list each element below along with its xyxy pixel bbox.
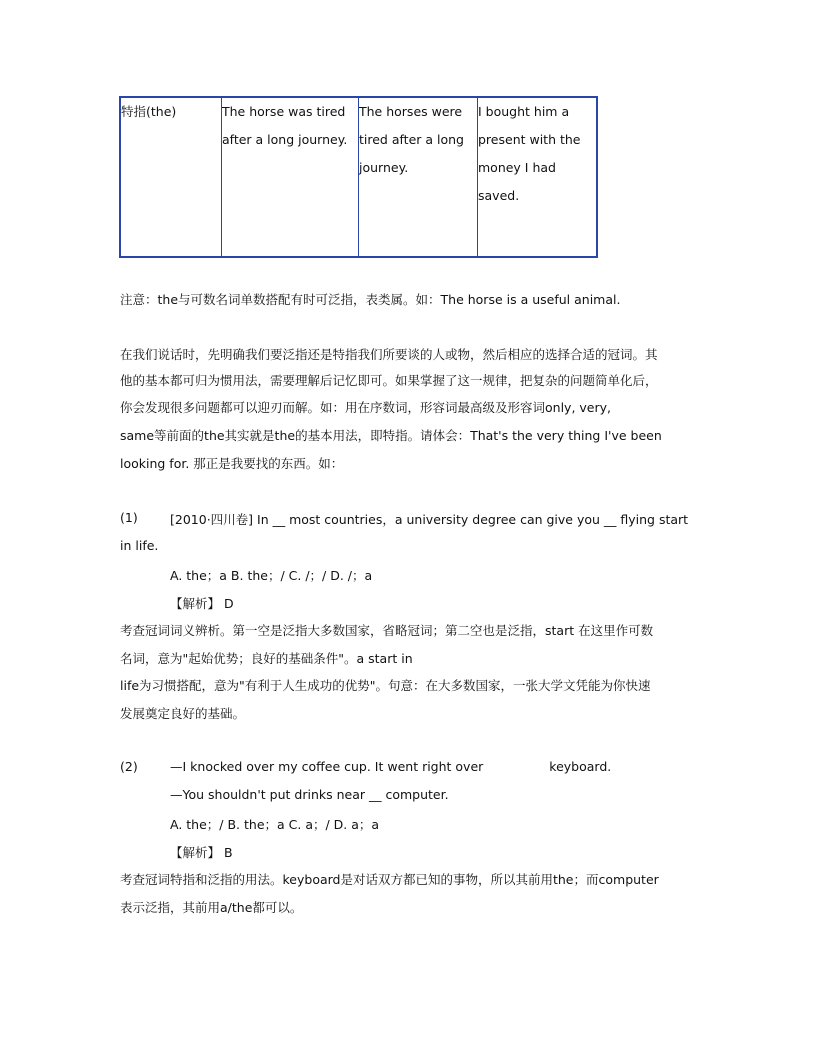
note-line: 注意：the与可数名词单数搭配有时可泛指，表类属。如：The horse is a useful animal. (120, 292, 621, 307)
paragraph-line: same等前面的the其实就是the的基本用法，即特指。请体会：That's the very thing I've been (120, 428, 662, 443)
table-row (120, 97, 597, 257)
analysis-line: 名词，意为"起始优势；良好的基础条件"。a start in (120, 651, 413, 666)
question-options: A. the；a B. the；/ C. /；/ D. /；a (170, 568, 373, 583)
article-usage-table (119, 96, 598, 258)
analysis-line: life为习惯搭配，意为"有利于人生成功的优势"。句意：在大多数国家，一张大学文凭能为你快速 (120, 678, 651, 693)
analysis-line: 发展奠定良好的基础。 (120, 706, 246, 721)
analysis-line: 考查冠词特指和泛指的用法。keyboard是对话双方都已知的事物，所以其前用the；而computer (120, 872, 659, 887)
paragraph-line: 在我们说话时，先明确我们要泛指还是特指我们所要谈的人或物，然后相应的选择合适的冠词。其 (120, 347, 658, 362)
question-stem: [2010·四川卷] In __ most countries，a university degree can give you __ flying start (170, 512, 689, 527)
table-cell: The horse was tired after a long journey. (222, 97, 359, 257)
table-cell: The horses were tired after a long journey. (359, 97, 478, 257)
question-number: (2) (120, 759, 138, 774)
dialogue-text: —I knocked over my coffee cup. It went right over (170, 759, 484, 774)
analysis-label: 【解析】 D (170, 596, 234, 611)
analysis-line: 表示泛指，其前用a/the都可以。 (120, 900, 303, 915)
question-stem-continued: in life. (120, 538, 159, 553)
table-cell: 特指(the) (120, 97, 222, 257)
paragraph-line: 你会发现很多问题都可以迎刃而解。如：用在序数词，形容词最高级及形容词only, very, (120, 400, 611, 415)
question-number: (1) (120, 510, 138, 525)
paragraph-line: looking for. 那正是我要找的东西。如： (120, 456, 344, 471)
analysis-label: 【解析】 B (170, 845, 233, 860)
paragraph-line: 他的基本都可归为惯用法，需要理解后记忆即可。如果掌握了这一规律，把复杂的问题简单化后， (120, 373, 658, 388)
question-dialogue-line: —You shouldn't put drinks near __ computer. (170, 787, 449, 802)
question-options: A. the；/ B. the；a C. a；/ D. a；a (170, 817, 380, 832)
analysis-line: 考查冠词词义辨析。第一空是泛指大多数国家，省略冠词；第二空也是泛指，start 在这里作可数 (120, 623, 654, 638)
table-cell: I bought him a present with the money I had saved. (478, 97, 598, 257)
question-dialogue-line (170, 759, 611, 774)
dialogue-text: keyboard. (549, 759, 612, 774)
